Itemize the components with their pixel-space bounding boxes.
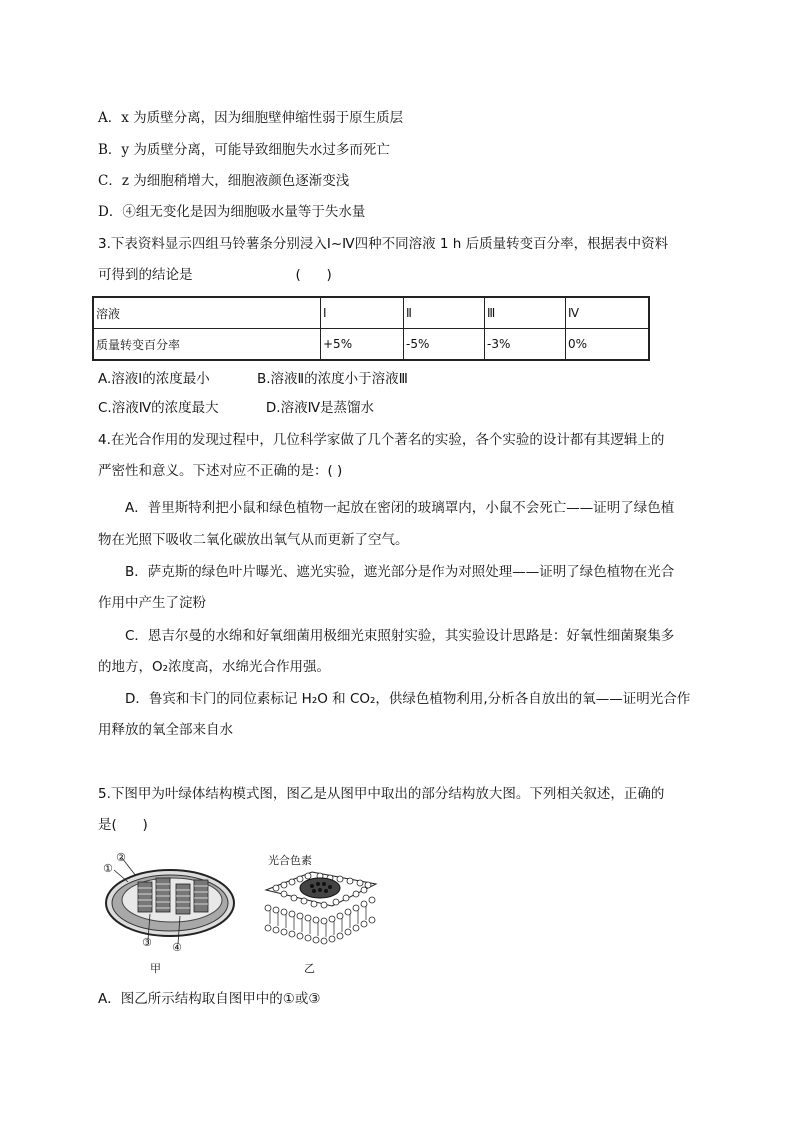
q5-option-a: A．图乙所示结构取自图甲中的①或③ — [98, 991, 321, 1007]
q4-option-b-line2: 作用中产生了淀粉 — [98, 595, 206, 611]
q2-option-a: A．x 为质壁分离，因为细胞壁伸缩性弱于原生质层 — [98, 110, 404, 126]
q3-stem-line1: 3.下表资料显示四组马铃薯条分别浸入Ⅰ~Ⅳ四种不同溶液 1 h 后质量转变百分率，根据表中资料 — [98, 236, 669, 252]
table-cell: Ⅰ — [321, 297, 404, 329]
caption-jia: 甲 — [150, 962, 161, 975]
table-cell: -3% — [485, 329, 566, 361]
q3-stem-line2: 可得到的结论是 ( ) — [98, 267, 332, 283]
q3-options-line1: A.溶液Ⅰ的浓度最小 B.溶液Ⅱ的浓度小于溶液Ⅲ — [98, 371, 408, 387]
q4-option-a-line1: A．普里斯特利把小鼠和绿色植物一起放在密闭的玻璃罩内，小鼠不会死亡——证明了绿色植 — [125, 500, 675, 516]
table-cell: -5% — [404, 329, 485, 361]
label-pigment: 光合色素 — [268, 854, 312, 867]
table-cell: +5% — [321, 329, 404, 361]
label-3: ③ — [142, 936, 152, 949]
q4-stem-line1: 4.在光合作用的发现过程中，几位科学家做了几个著名的实验，各个实验的设计都有其逻辑上的 — [98, 432, 665, 448]
q3-options-line2: C.溶液Ⅳ的浓度最大 D.溶液Ⅳ是蒸馏水 — [98, 400, 375, 416]
caption-yi: 乙 — [304, 962, 315, 975]
q4-option-b-line1: B．萨克斯的绿色叶片曝光、遮光实验，遮光部分是作为对照处理——证明了绿色植物在光合 — [125, 564, 675, 580]
q2-option-d: D．④组无变化是因为细胞吸水量等于失水量 — [98, 204, 366, 220]
q4-option-d-line1: D．鲁宾和卡门的同位素标记 H₂O 和 CO₂，供绿色植物利用,分析各自放出的氧——证明光合作 — [125, 691, 691, 707]
q5-stem-line2: 是( ) — [98, 817, 148, 833]
table-cell: Ⅳ — [566, 297, 650, 329]
table-header-row — [93, 297, 649, 329]
table-cell: 质量转变百分率 — [93, 329, 321, 361]
q4-option-d-line2: 用释放的氧全部来自水 — [98, 722, 233, 738]
thylakoid-membrane-diagram — [262, 866, 378, 946]
label-4: ④ — [172, 941, 182, 954]
q5-stem-line1: 5.下图甲为叶绿体结构模式图，图乙是从图甲中取出的部分结构放大图。下列相关叙述，正确的 — [98, 786, 665, 802]
q3-table — [92, 296, 650, 361]
q4-stem-line2: 严密性和意义。下述对应不正确的是：( ) — [98, 463, 343, 479]
table-cell: 0% — [566, 329, 650, 361]
label-2: ② — [116, 851, 126, 864]
label-1: ① — [103, 862, 113, 875]
q2-option-b: B．y 为质壁分离，可能导致细胞失水过多而死亡 — [98, 142, 390, 158]
table-cell: Ⅱ — [404, 297, 485, 329]
q2-option-c: C．z 为细胞稍增大，细胞液颜色逐渐变浅 — [98, 173, 350, 189]
q4-option-c-line1: C．恩吉尔曼的水绵和好氧细菌用极细光束照射实验，其实验设计思路是：好氧性细菌聚集多 — [125, 628, 675, 644]
table-row — [93, 329, 649, 361]
q4-option-a-line2: 物在光照下吸收二氧化碳放出氧气从而更新了空气。 — [98, 532, 409, 548]
chloroplast-diagram — [98, 848, 238, 958]
q4-option-c-line2: 的地方，O₂浓度高，水绵光合作用强。 — [98, 659, 331, 675]
table-cell: 溶液 — [93, 297, 321, 329]
table-cell: Ⅲ — [485, 297, 566, 329]
